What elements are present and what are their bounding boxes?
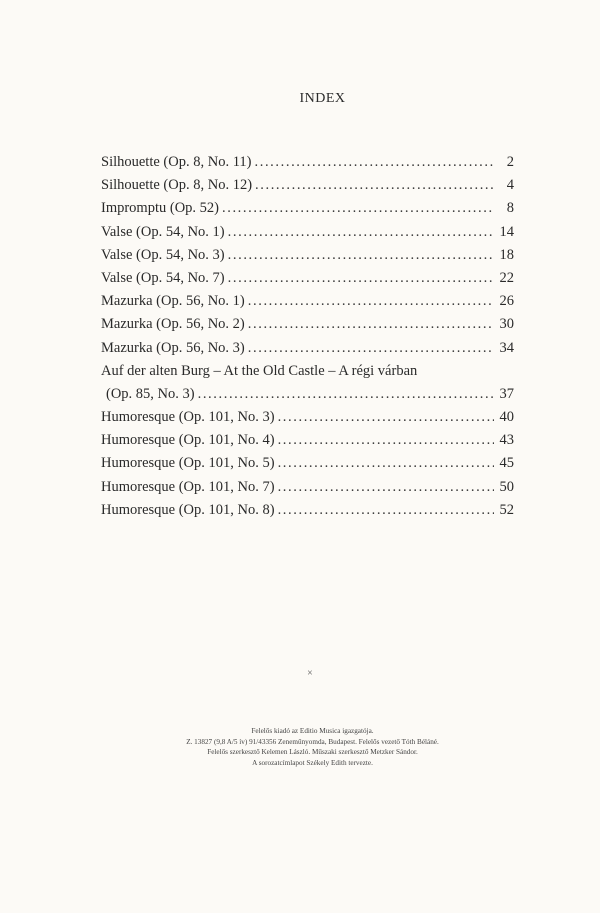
entry-page: 30 bbox=[499, 316, 514, 333]
index-entry bbox=[101, 290, 514, 313]
entry-page: 22 bbox=[499, 269, 514, 286]
entry-title-continuation: (Op. 85, No. 3) bbox=[106, 385, 195, 402]
dot-leader bbox=[222, 197, 494, 220]
dot-leader bbox=[248, 290, 494, 313]
entry-title: Mazurka (Op. 56, No. 3) bbox=[101, 339, 245, 356]
entry-title: Mazurka (Op. 56, No. 1) bbox=[101, 293, 245, 310]
index-entry bbox=[101, 313, 514, 336]
imprint-line: Z. 13827 (9,8 A/5 ív) 91/43356 Zeneműnyomda, Budapest. Felelős vezető Tóth Béláné. bbox=[186, 737, 439, 746]
index-entry bbox=[101, 244, 514, 267]
entry-page: 2 bbox=[506, 154, 514, 170]
index-entry bbox=[101, 499, 514, 522]
dot-leader bbox=[278, 429, 494, 452]
entry-title: Humoresque (Op. 101, No. 4) bbox=[101, 432, 275, 449]
dot-leader bbox=[278, 476, 494, 499]
imprint-line: Felelős szerkesztő Kelemen László. Műszaki szerkesztő Metzker Sándor. bbox=[207, 748, 418, 756]
dot-leader bbox=[228, 244, 494, 267]
dot-leader bbox=[255, 174, 494, 197]
ornament-mark: × bbox=[307, 668, 313, 679]
entry-page: 8 bbox=[506, 200, 514, 217]
entry-title: Auf der alten Burg – At the Old Castle – A régi várban bbox=[101, 362, 418, 379]
dot-leader bbox=[228, 221, 494, 244]
imprint-block bbox=[0, 726, 600, 768]
dot-leader bbox=[278, 452, 494, 475]
entry-page: 43 bbox=[499, 432, 514, 449]
dot-leader bbox=[228, 267, 494, 290]
dot-leader bbox=[255, 151, 495, 174]
entry-page: 34 bbox=[499, 339, 514, 356]
index-entry bbox=[101, 151, 514, 174]
index-entry-continuation bbox=[101, 383, 514, 406]
entry-title: Silhouette (Op. 8, No. 12) bbox=[101, 177, 253, 194]
entry-page: 40 bbox=[499, 409, 514, 426]
index-entry bbox=[101, 452, 514, 475]
index-entry bbox=[101, 476, 514, 499]
index-entry bbox=[101, 337, 514, 360]
entry-title: Humoresque (Op. 101, No. 8) bbox=[101, 501, 275, 518]
index-entry bbox=[101, 406, 514, 429]
index-entry bbox=[101, 221, 514, 244]
entry-page: 50 bbox=[499, 478, 514, 495]
index-entry bbox=[101, 267, 514, 290]
entry-page: 37 bbox=[499, 385, 514, 402]
dot-leader bbox=[248, 313, 494, 336]
entry-title: Valse (Op. 54, No. 3) bbox=[101, 246, 225, 263]
imprint-line: Felelős kiadó az Editio Musica igazgatója. bbox=[251, 727, 374, 735]
entry-page: 14 bbox=[499, 223, 514, 240]
entry-title: Humoresque (Op. 101, No. 7) bbox=[101, 478, 275, 495]
entry-page: 4 bbox=[506, 177, 514, 194]
index-entry bbox=[101, 174, 514, 197]
entry-title: Impromptu (Op. 52) bbox=[101, 200, 219, 217]
dot-leader bbox=[198, 383, 494, 406]
dot-leader bbox=[248, 337, 494, 360]
entry-title: Mazurka (Op. 56, No. 2) bbox=[101, 316, 245, 333]
entry-page: 26 bbox=[499, 293, 514, 310]
page-title: INDEX bbox=[299, 91, 346, 106]
entry-title: Valse (Op. 54, No. 7) bbox=[101, 269, 225, 286]
entry-page: 18 bbox=[499, 246, 514, 263]
entry-page: 52 bbox=[499, 501, 514, 518]
entry-title: Valse (Op. 54, No. 1) bbox=[101, 223, 225, 240]
index-entry bbox=[101, 360, 514, 383]
imprint-line: A sorozatcímlapot Székely Edith tervezte. bbox=[252, 758, 373, 767]
entry-title: Silhouette (Op. 8, No. 11) bbox=[101, 154, 252, 170]
dot-leader bbox=[278, 406, 494, 429]
index-entry bbox=[101, 429, 514, 452]
entry-title: Humoresque (Op. 101, No. 3) bbox=[101, 409, 275, 426]
index-entry bbox=[101, 197, 514, 220]
dot-leader bbox=[278, 499, 494, 522]
entry-title: Humoresque (Op. 101, No. 5) bbox=[101, 455, 275, 472]
entry-page: 45 bbox=[499, 455, 514, 472]
index-list bbox=[101, 151, 514, 522]
